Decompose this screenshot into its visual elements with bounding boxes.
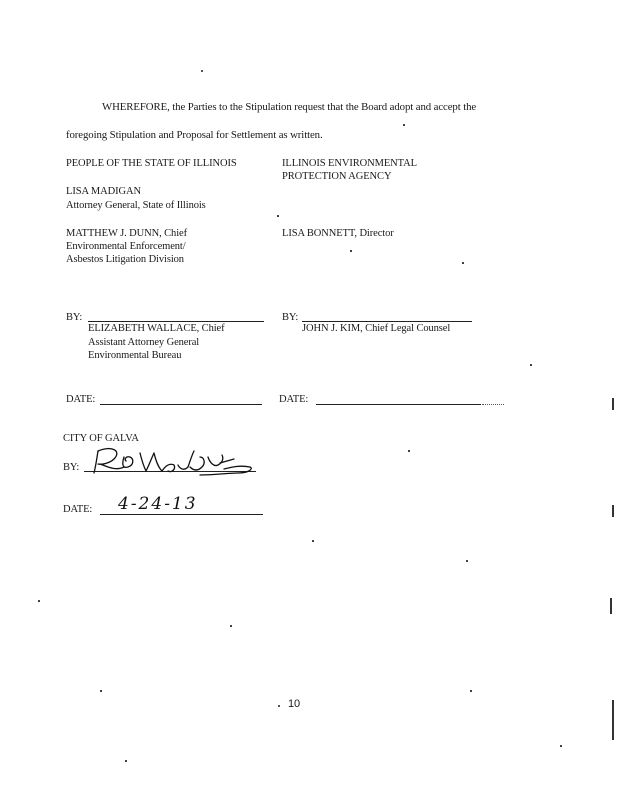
scan-edge-mark bbox=[612, 505, 614, 517]
right-signer-name: JOHN J. KIM, Chief Legal Counsel bbox=[302, 323, 451, 334]
right-party-name-2: PROTECTION AGENCY bbox=[282, 171, 392, 182]
left-date-label: DATE: bbox=[66, 394, 96, 405]
left-signer-name: ELIZABETH WALLACE, Chief bbox=[88, 323, 225, 334]
scan-speck bbox=[230, 625, 232, 627]
left-chief-title-1: Environmental Enforcement/ bbox=[66, 241, 186, 252]
scan-speck bbox=[560, 745, 562, 747]
right-director: LISA BONNETT, Director bbox=[282, 228, 394, 239]
scan-speck bbox=[408, 450, 410, 452]
intro-line-2: foregoing Stipulation and Proposal for Settlement as written. bbox=[66, 129, 323, 141]
city-date-handwritten: 4-24-13 bbox=[118, 494, 198, 514]
city-by-label: BY: bbox=[63, 462, 80, 473]
left-official-title: Attorney General, State of Illinois bbox=[66, 200, 206, 211]
left-signer-title-2: Environmental Bureau bbox=[88, 350, 182, 361]
left-chief-name: MATTHEW J. DUNN, Chief bbox=[66, 228, 187, 239]
scan-speck bbox=[470, 690, 472, 692]
scan-speck bbox=[312, 540, 314, 542]
left-chief-title-2: Asbestos Litigation Division bbox=[66, 254, 184, 265]
scan-speck bbox=[278, 705, 280, 707]
scan-speck bbox=[530, 364, 532, 366]
scan-edge-mark bbox=[612, 700, 614, 740]
city-date-line bbox=[100, 514, 263, 515]
right-date-label: DATE: bbox=[279, 394, 309, 405]
scan-edge-mark bbox=[612, 398, 614, 410]
city-date-label: DATE: bbox=[63, 504, 93, 515]
city-name: CITY OF GALVA bbox=[63, 433, 139, 444]
intro-line-1: WHEREFORE, the Parties to the Stipulation request that the Board adopt and accept the bbox=[102, 101, 477, 113]
right-party-name-1: ILLINOIS ENVIRONMENTAL bbox=[282, 158, 417, 169]
right-by-label: BY: bbox=[282, 312, 299, 323]
right-date-dotted-tail bbox=[482, 404, 504, 405]
left-by-label: BY: bbox=[66, 312, 83, 323]
scan-speck bbox=[201, 70, 203, 72]
scan-speck bbox=[100, 690, 102, 692]
scan-speck bbox=[350, 250, 352, 252]
scan-speck bbox=[462, 262, 464, 264]
scan-speck bbox=[403, 124, 405, 126]
scan-speck bbox=[466, 560, 468, 562]
left-signer-title-1: Assistant Attorney General bbox=[88, 337, 200, 348]
left-official-name: LISA MADIGAN bbox=[66, 186, 141, 197]
left-party-name: PEOPLE OF THE STATE OF ILLINOIS bbox=[66, 158, 237, 169]
scan-edge-mark bbox=[610, 598, 612, 614]
city-handwritten-signature bbox=[88, 443, 263, 483]
right-date-line bbox=[316, 404, 481, 405]
scan-speck bbox=[38, 600, 40, 602]
page-number: 10 bbox=[288, 698, 301, 710]
scan-speck bbox=[277, 215, 279, 217]
left-date-line bbox=[100, 404, 262, 405]
scan-speck bbox=[125, 760, 127, 762]
